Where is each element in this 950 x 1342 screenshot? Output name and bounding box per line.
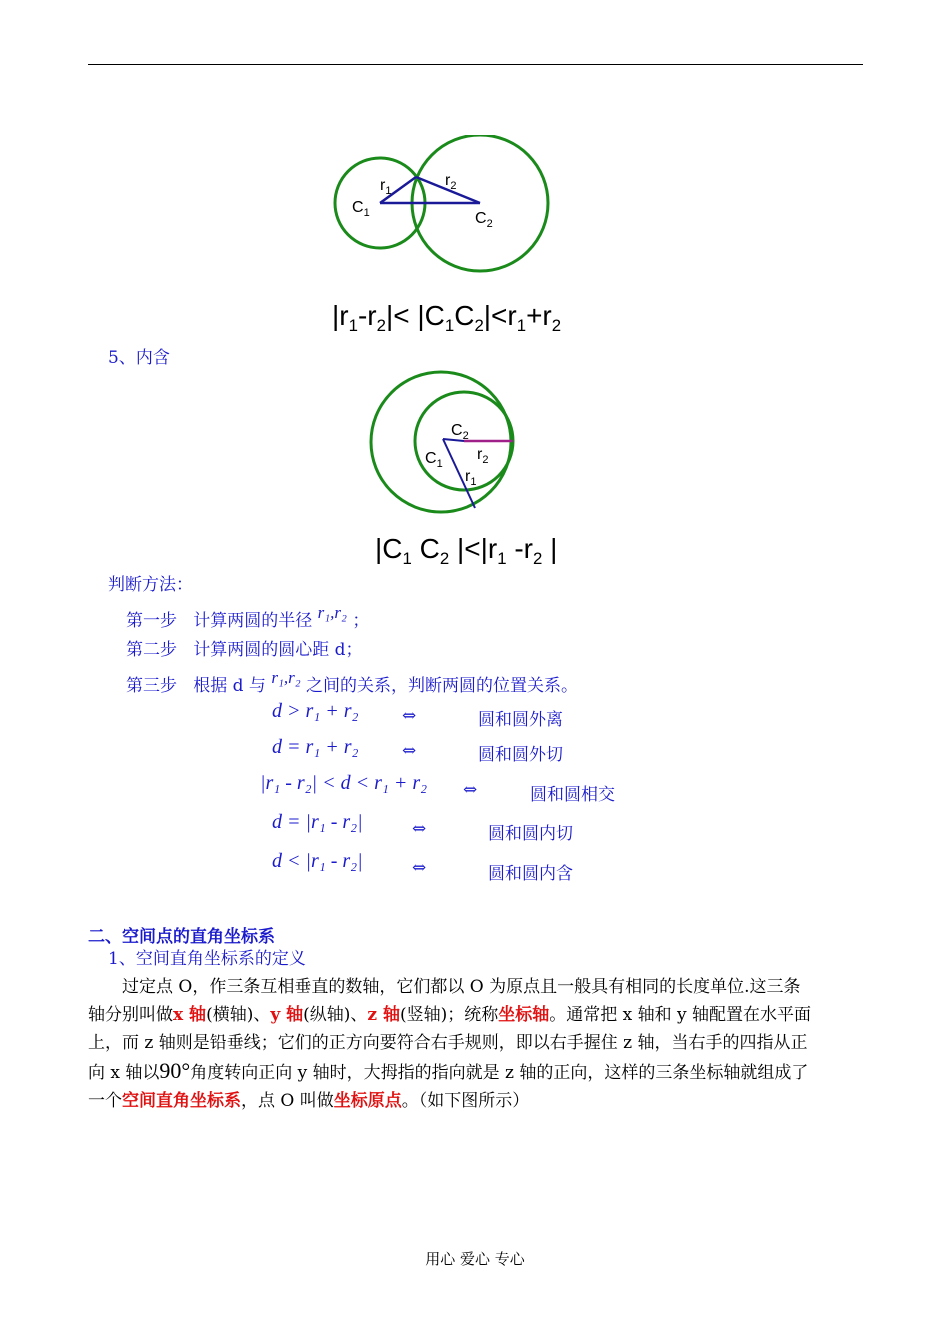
paragraph-line-4: 向 x 轴以90°角度转向正向 y 轴时，大拇指的指向就是 z 轴的正向，这样的三条坐标轴就组成了 bbox=[88, 1058, 809, 1083]
step-3-math: r₁,r₂ bbox=[271, 668, 301, 687]
label-c2: $C_2$ bbox=[451, 422, 469, 442]
section-2-heading: 二、空间点的直角坐标系 bbox=[88, 927, 275, 947]
contained-circles-diagram bbox=[365, 365, 525, 520]
intersect-formula: $|r_1-r_2|< |C_1C_2|<r_1+r_2$ bbox=[332, 300, 562, 335]
label-c1: $C_1$ bbox=[352, 199, 370, 219]
step-2-text: 计算两圆的圆心距 d； bbox=[193, 640, 363, 660]
section-2-subheading: 1、空间直角坐标系的定义 bbox=[108, 949, 306, 969]
relation-3-arrow: ⇔ bbox=[463, 780, 478, 800]
relation-3-result: 圆和圆相交 bbox=[530, 785, 615, 805]
relation-5-result: 圆和圆内含 bbox=[488, 864, 573, 884]
relation-5-formula: d < |r₁ - r₂| bbox=[272, 850, 363, 872]
relation-3-formula: |r₁ - r₂| < d < r₁ + r₂ bbox=[260, 772, 428, 794]
step-3: 第三步 根据 d 与 r₁,r₂ 之间的关系，判断两圆的位置关系。 bbox=[126, 668, 579, 696]
intersecting-circles-diagram bbox=[330, 135, 560, 280]
step-2 bbox=[126, 642, 363, 659]
step-3-label: 第三步 bbox=[126, 676, 177, 696]
header-rule bbox=[88, 64, 863, 65]
relation-1-formula: d > r₁ + r₂ bbox=[272, 700, 359, 722]
relation-4-result: 圆和圆内切 bbox=[488, 824, 573, 844]
step-1: 第一步 计算两圆的半径 r₁,r₂ ； bbox=[126, 603, 370, 631]
relation-2-result: 圆和圆外切 bbox=[478, 745, 563, 765]
relation-4-formula: d = |r₁ - r₂| bbox=[272, 811, 363, 833]
label-r2: $r_2$ bbox=[477, 446, 489, 466]
step-1-label: 第一步 bbox=[126, 611, 177, 631]
angle-value: 90° bbox=[159, 1058, 191, 1083]
relation-1-arrow: ⇔ bbox=[402, 706, 417, 726]
coordinate-definition-paragraph bbox=[88, 973, 863, 1115]
label-c2: $C_2$ bbox=[475, 210, 493, 230]
section-5-label: 5、内含 bbox=[108, 348, 170, 368]
y-axis-term: y 轴 bbox=[270, 1005, 304, 1025]
label-c1: $C_1$ bbox=[425, 450, 443, 470]
relation-2-arrow: ⇔ bbox=[402, 741, 417, 761]
relation-2-formula: d = r₁ + r₂ bbox=[272, 736, 359, 758]
page-footer: 用心 爱心 专心 bbox=[425, 1250, 525, 1268]
x-axis-term: x 轴 bbox=[173, 1005, 207, 1025]
coord-axes-term: 坐标轴 bbox=[498, 1005, 550, 1025]
paragraph-line-5: 一个空间直角坐标系，点 O 叫做坐标原点。（如下图所示） bbox=[88, 1091, 530, 1111]
label-r2: $r_2$ bbox=[445, 172, 457, 192]
paragraph-line-3: 上，而 z 轴则是铅垂线；它们的正方向要符合右手规则，即以右手握住 z 轴，当右手的四指从正 bbox=[88, 1033, 808, 1053]
coordinate-system-term: 空间直角坐标系 bbox=[122, 1091, 241, 1111]
paragraph-line-1: 过定点 O，作三条互相垂直的数轴，它们都以 O 为原点且一般具有相同的长度单位.这三条 bbox=[122, 977, 801, 997]
label-r1: $r_1$ bbox=[465, 468, 477, 488]
relation-4-arrow: ⇔ bbox=[412, 819, 427, 839]
step-2-label: 第二步 bbox=[126, 640, 177, 660]
method-title: 判断方法： bbox=[108, 575, 193, 595]
contain-formula: $|C_1$ $C_2$ $|<|r_1$ $-r_2$ | bbox=[375, 533, 558, 568]
z-axis-term: z 轴 bbox=[367, 1005, 400, 1025]
relation-5-arrow: ⇔ bbox=[412, 858, 427, 878]
origin-term: 坐标原点 bbox=[333, 1091, 402, 1111]
paragraph-line-2: 轴分别叫做x 轴(横轴)、y 轴(纵轴)、z 轴(竖轴)；统称坐标轴。通常把 x 轴和 y 轴配置在水平面 bbox=[88, 1005, 812, 1025]
center-distance-line bbox=[443, 439, 464, 441]
step-1-math: r₁,r₂ bbox=[317, 603, 347, 622]
label-r1: $r_1$ bbox=[380, 177, 392, 197]
relation-1-result: 圆和圆外离 bbox=[478, 710, 563, 730]
step-1-text: 计算两圆的半径 bbox=[193, 611, 313, 631]
